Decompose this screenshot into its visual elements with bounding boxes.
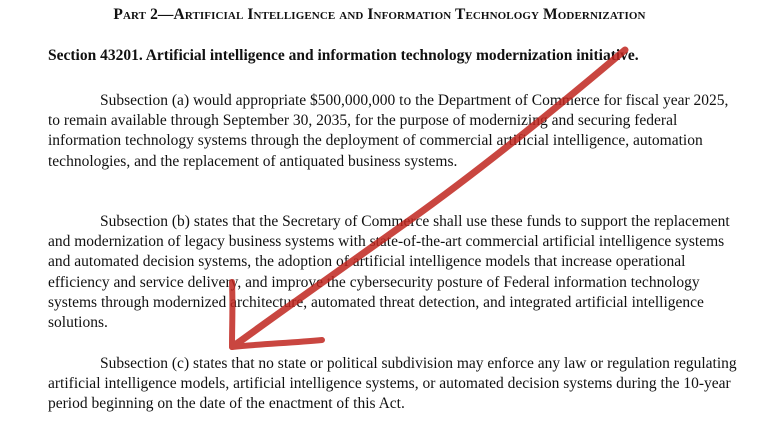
paragraph-subsection-b [48, 212, 742, 333]
paragraph-text: Subsection (b) states that the Secretary of Commerce shall use these funds to support the replacement and modernization of legacy business systems with state-of-the-art commercial artificial intelligence systems and automated decision systems, the adoption of artificial intelligence models that increase operational efficiency and service delivery, and improve the cybersecurity posture of Federal information technology systems through modernized architecture, automated threat detection, and integrated artificial intelligence solutions. [48, 213, 730, 332]
section-heading: Section 43201. Artificial intelligence and information technology modernization initiative. [48, 47, 639, 64]
paragraph-text: Subsection (c) states that no state or political subdivision may enforce any law or regulation regulating artificial intelligence models, artificial intelligence systems, or automated decision systems during the 10-year period beginning on the date of the enactment of this Act. [48, 355, 737, 413]
paragraph-text: Subsection (a) would appropriate $500,000,000 to the Department of Commerce for fiscal year 2025, to remain available through September 30, 2035, for the purpose of modernizing and securing federal information technology systems through the deployment of commercial artificial intelligence, automation technologies, and the replacement of antiquated business systems. [48, 92, 729, 170]
part-title: Part 2—Artificial Intelligence and Information Technology Modernization [113, 6, 646, 23]
paragraph-subsection-c [48, 354, 742, 415]
arrow-head-lower [232, 340, 322, 347]
paragraph-subsection-a [48, 91, 742, 172]
